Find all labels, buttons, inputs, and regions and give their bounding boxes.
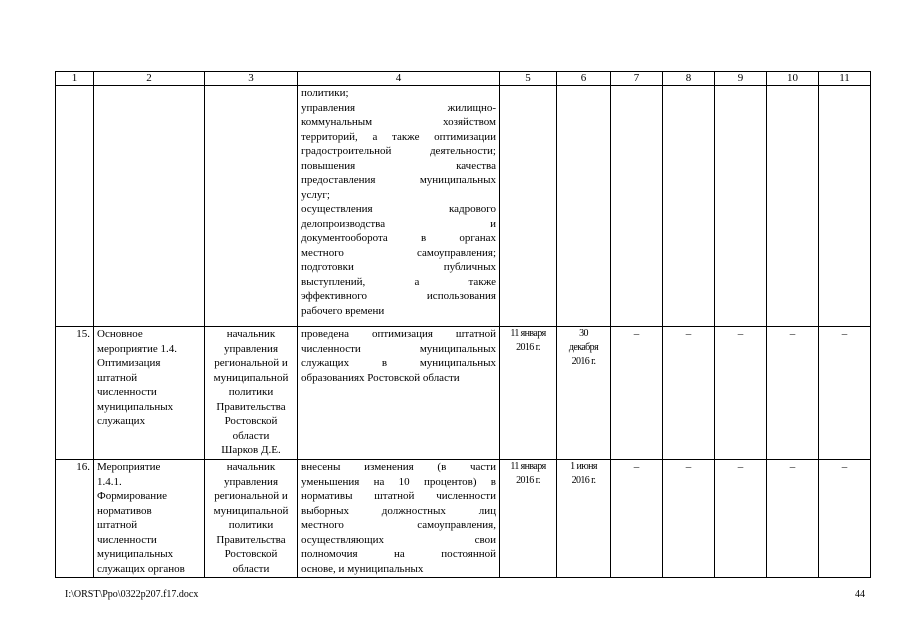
text-line: 2016 г. [571, 356, 596, 367]
text-line: эффективного использования [301, 290, 496, 302]
text-line: политики; [301, 87, 349, 99]
col-header-3: 3 [205, 72, 298, 86]
text-line: начальник [226, 461, 276, 473]
text-line: мероприятие 1.4. [97, 342, 178, 355]
cell-result [298, 327, 500, 460]
text-line: 11 января [510, 328, 546, 339]
text-line: численности [97, 533, 157, 546]
text-line: полномочия на постоянной [301, 548, 496, 560]
cell-8 [663, 86, 715, 327]
col-header-6: 6 [557, 72, 611, 86]
text-line: уменьшения на 10 процентов) в [301, 475, 496, 488]
text-line: услуг; [301, 188, 330, 201]
text-line: 2016 г. [571, 475, 596, 486]
text-line: муниципальной [213, 504, 289, 517]
text-line: рабочего времени [301, 304, 385, 317]
text-line: документооборота в органах [301, 232, 496, 244]
cell-8: – [663, 327, 715, 460]
text-line: штатной [97, 519, 138, 531]
table-row-15 [56, 327, 871, 460]
col-header-8: 8 [663, 72, 715, 86]
cell-start-date [500, 327, 557, 460]
text-line: Мероприятие [97, 461, 161, 473]
cell-num [56, 86, 94, 327]
cell-result [298, 86, 500, 327]
text-line: 30 [579, 328, 588, 339]
cell-name [94, 327, 205, 460]
col-header-7: 7 [611, 72, 663, 86]
cell-10: – [767, 327, 819, 460]
cell-responsible [205, 460, 298, 578]
text-line: служащих в муниципальных [301, 357, 496, 369]
text-line: муниципальных [97, 548, 174, 560]
cell-7: – [611, 460, 663, 578]
text-line: области [232, 562, 270, 575]
cell-result [298, 460, 500, 578]
cell-end-date [557, 327, 611, 460]
cell-7: – [611, 327, 663, 460]
text-line: повышения качества [301, 159, 496, 172]
text-line: подготовки публичных [301, 261, 496, 273]
table-row-16 [56, 460, 871, 578]
text-line: нормативы штатной численности [301, 490, 496, 502]
cell-name [94, 460, 205, 578]
text-line: внесены изменения (в части [301, 461, 496, 473]
cell-responsible [205, 327, 298, 460]
text-line: политики [228, 519, 274, 531]
text-line: Формирование [97, 490, 167, 502]
text-line: выборных должностных лиц [301, 504, 496, 517]
row-number: 16. [56, 460, 94, 578]
text-line: проведена оптимизация штатной [301, 328, 496, 340]
cell-9 [715, 86, 767, 327]
text-line: начальник [226, 328, 276, 340]
table-row-continuation [56, 86, 871, 327]
cell-11: – [819, 327, 871, 460]
cell-end-date [557, 460, 611, 578]
col-header-10: 10 [767, 72, 819, 86]
cell-end [557, 86, 611, 327]
col-header-11: 11 [819, 72, 871, 86]
text-line: градостроительной деятельности; [301, 145, 496, 157]
text-line: предоставления муниципальных [301, 174, 496, 186]
text-line: местного самоуправления, [301, 519, 496, 531]
text-line: Ростовской [224, 415, 278, 427]
text-line: местного самоуправления; [301, 246, 496, 259]
text-line: управления [223, 475, 279, 488]
col-header-2: 2 [94, 72, 205, 86]
cell-9: – [715, 327, 767, 460]
footer-file-path: I:\ORST\Ppo\0322p207.f17.docx [65, 589, 199, 600]
text-line: региональной и [214, 490, 288, 502]
text-line: Правительства [216, 400, 286, 413]
text-line: 2016 г. [516, 342, 540, 353]
cell-name [94, 86, 205, 327]
cell-10: – [767, 460, 819, 578]
text-line: образованиях Ростовской области [301, 371, 460, 384]
text-line: политики [228, 386, 274, 398]
text-line: осуществления кадрового [301, 203, 496, 215]
text-line: численности муниципальных [301, 342, 496, 355]
text-line: Основное [97, 328, 143, 340]
text-line: декабря [568, 342, 599, 353]
col-header-1: 1 [56, 72, 94, 86]
text-line: основе, и муниципальных [301, 562, 424, 575]
row-number: 15. [56, 327, 94, 460]
text-line: 1.4.1. [97, 475, 122, 488]
cell-9: – [715, 460, 767, 578]
text-line: Оптимизация [97, 357, 161, 369]
text-line: области [232, 429, 270, 442]
header-row [56, 72, 871, 86]
text-line: региональной и [214, 357, 288, 369]
page-number: 44 [855, 589, 865, 600]
text-line: нормативов [97, 504, 152, 517]
document-table [55, 71, 871, 578]
text-line: осуществляющих свои [301, 533, 496, 546]
text-line: 1 июня [570, 461, 597, 472]
cell-7 [611, 86, 663, 327]
text-line: выступлений, а также [301, 275, 496, 288]
cell-8: – [663, 460, 715, 578]
text-line: муниципальных [97, 400, 174, 413]
cell-10 [767, 86, 819, 327]
text-line: коммунальным хозяйством [301, 116, 496, 128]
text-line: 2016 г. [516, 475, 540, 486]
col-header-5: 5 [500, 72, 557, 86]
text-line: управления [223, 342, 279, 355]
col-header-4: 4 [298, 72, 500, 86]
text-line: делопроизводства и [301, 217, 496, 230]
text-line: служащих органов [97, 562, 185, 575]
cell-responsible [205, 86, 298, 327]
text-line: 11 января [510, 461, 546, 472]
cell-start-date [500, 460, 557, 578]
col-header-9: 9 [715, 72, 767, 86]
cell-11: – [819, 460, 871, 578]
text-line: численности [97, 386, 157, 398]
text-line: штатной [97, 371, 138, 384]
text-line: Шарков Д.Е. [221, 444, 281, 456]
text-line: муниципальной [213, 371, 289, 384]
text-line: Правительства [216, 533, 286, 546]
text-line: управления жилищно- [301, 101, 496, 114]
text-line: Ростовской [224, 548, 278, 560]
text-line: служащих [97, 415, 146, 427]
cell-11 [819, 86, 871, 327]
cell-start [500, 86, 557, 327]
text-line: территорий, а также оптимизации [301, 130, 496, 143]
